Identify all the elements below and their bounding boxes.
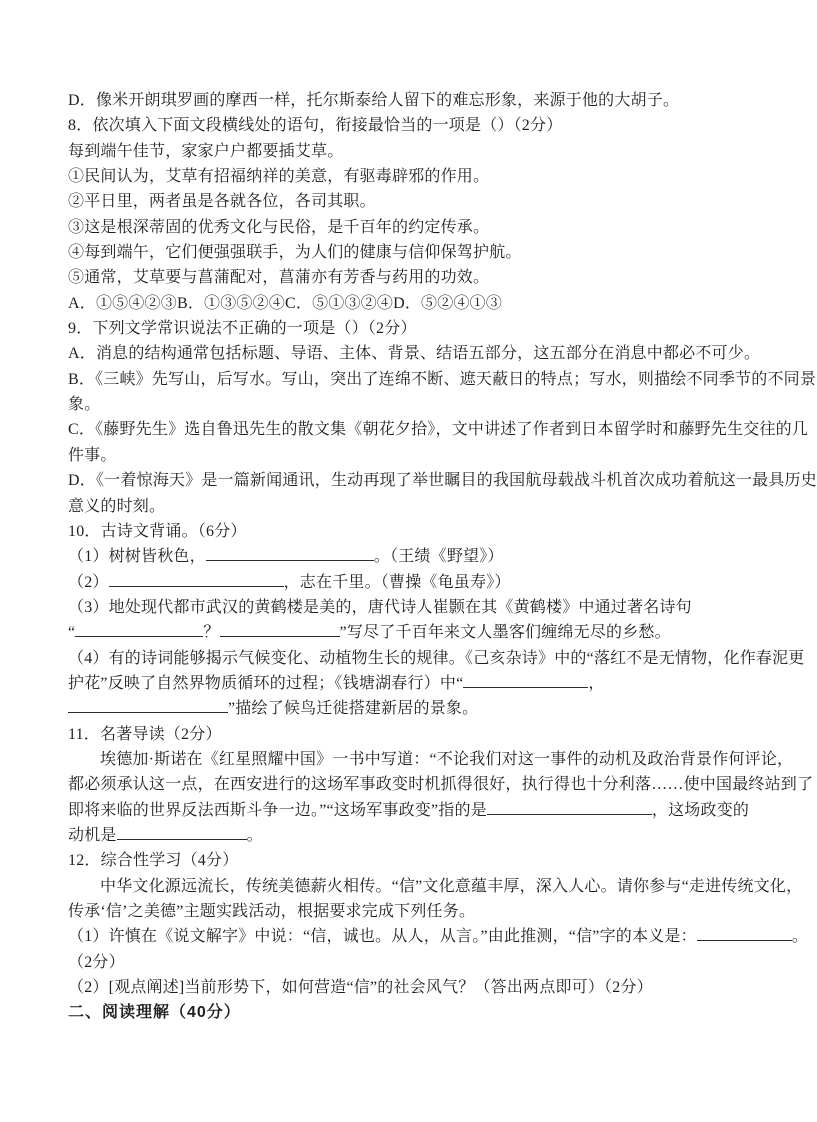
q9-option-d-line1 (68, 468, 817, 493)
q11-passage-line3 (68, 798, 750, 823)
text-run: 11．名著导读（2分） (68, 725, 222, 743)
text-run: 中华文化源远流长，传统美德薪火相传。“信”文化意蕴丰厚，深入人心。请你参与“走进传统文化， (100, 877, 803, 895)
text-run: “ (68, 624, 76, 642)
text-run: B．《三峡》先写山，后写水。写山，突出了连绵不断、遮天蔽日的特点；写水，则描绘不同季节的不同景 (68, 370, 817, 388)
q7-option-d (68, 88, 732, 113)
answer-blank (220, 622, 340, 637)
text-run: 9．下列文学常识说法不正确的一项是（）（2分） (68, 320, 417, 338)
q8-sentence-3 (68, 215, 732, 240)
q11-passage-line2 (68, 772, 814, 797)
text-run: D．《一着惊海天》是一篇新闻通讯，生动再现了举世瞩目的我国航母载战斗机首次成功着航这一最具历史 (68, 472, 817, 490)
answer-blank (75, 622, 203, 637)
text-run: 12．综合性学习（4分） (68, 852, 239, 870)
q9-option-c-line1 (68, 417, 809, 442)
text-run: 意义的时刻。 (68, 497, 166, 515)
q8-sentence-4 (68, 240, 732, 265)
text-run: 二、阅读理解（40分） (68, 1004, 241, 1022)
q8-sentence-2 (68, 189, 732, 214)
q12-task-1-score (68, 950, 732, 975)
section-2-header (68, 1000, 732, 1025)
answer-blank (206, 546, 374, 561)
q9-option-b-line2 (68, 392, 732, 417)
q8-stem (68, 113, 732, 138)
q11-passage-line1 (68, 747, 794, 772)
q9-stem (68, 316, 732, 341)
text-run: ①民间认为，艾草有招福纳祥的美意，有驱毒辟邪的作用。 (68, 168, 490, 186)
q12-intro-line2 (68, 899, 732, 924)
q9-option-c-line2 (68, 443, 732, 468)
q11-stem (68, 722, 732, 747)
q10-stem (68, 519, 732, 544)
text-run: 即将来临的世界反法西斯斗争一边。”“这场军事政变”指的是 (68, 801, 487, 819)
q9-option-a (68, 341, 761, 366)
text-run: ，这场政变的 (651, 801, 750, 819)
answer-blank (697, 926, 792, 941)
text-run: 动机是 (68, 826, 117, 844)
q8-sentence-1 (68, 164, 732, 189)
answer-blank (487, 800, 652, 815)
text-run: ， (588, 674, 605, 692)
q10-item-3-line2 (68, 620, 732, 645)
text-run: （1）许慎在《说文解字》中说：“信，诚也。从人，从言。”由此推测，“信”字的本义是： (68, 928, 697, 946)
q8-sentence-5 (68, 265, 732, 290)
text-run: 。（王绩《野望》） (373, 548, 504, 566)
text-run: ”描绘了候鸟迁徙搭建新居的景象。 (228, 700, 479, 718)
text-run: （4）有的诗词能够揭示气候变化、动植物生长的规律。《己亥杂诗》中的“落红不是无情物，化作春泥更 (68, 649, 805, 667)
q9-option-d-line2 (68, 494, 732, 519)
text-run: 传承‘信’之美德”主题实践活动，根据要求完成下列任务。 (68, 903, 476, 920)
answer-blank (117, 825, 247, 840)
q12-intro-line1 (68, 874, 803, 899)
q10-item-4-line3 (68, 696, 732, 721)
answer-blank (68, 698, 228, 713)
q8-options (68, 291, 732, 316)
text-run: 每到端午佳节，家家户户都要插艾草。 (68, 142, 344, 160)
q10-item-4-line1 (68, 646, 805, 671)
answer-blank (109, 572, 284, 587)
answer-blank (463, 673, 588, 688)
text-run: （2） (68, 573, 109, 591)
q11-passage-line4 (68, 823, 732, 848)
q8-passage-lead (68, 139, 732, 164)
text-run: ⑤通常，艾草要与菖蒲配对，菖蒲亦有芳香与药用的功效。 (68, 269, 490, 287)
q9-option-b-line1 (68, 367, 817, 392)
text-run: A．消息的结构通常包括标题、导语、主体、背景、结语五部分，这五部分在消息中都必不可少。 (68, 345, 761, 363)
text-run: ”写尽了千百年来文人墨客们缠绵无尽的乡愁。 (339, 624, 671, 642)
text-run: （1）树树皆秋色， (68, 548, 206, 566)
text-run: 都必须承认这一点，在西安进行的这场军事政变时机抓得很好，执行得也十分利落……使中国最终站到了 (68, 776, 814, 794)
text-run: 8．依次填入下面文段横线处的语句，衔接最恰当的一项是（）（2分） (68, 117, 563, 135)
text-run: D．像米开朗琪罗画的摩西一样，托尔斯泰给人留下的难忘形象，来源于他的大胡子。 (68, 92, 680, 109)
text-run: C．《藤野先生》选自鲁迅先生的散文集《朝花夕拾》，文中讲述了作者到日本留学时和藤野先生交往的几 (68, 421, 809, 439)
q10-item-4-line2 (68, 671, 732, 696)
q12-task-1 (68, 924, 809, 949)
text-run: （2）[观点阐述]当前形势下，如何营造“信”的社会风气？（答出两点即可）（2分） (68, 979, 653, 997)
text-run: 象。 (68, 396, 101, 414)
text-run: 件事。 (68, 446, 117, 464)
text-run: 10．古诗文背诵。（6分） (68, 522, 247, 540)
text-run: 。 (246, 826, 263, 844)
text-run: ②平日里，两者虽是各就各位，各司其职。 (68, 193, 376, 211)
text-run: 埃德加·斯诺在《红星照耀中国》一书中写道：“不论我们对这一事件的动机及政治背景作何评论， (100, 750, 794, 768)
text-run: 。 (791, 928, 809, 946)
q10-item-2 (68, 570, 732, 595)
text-run: ，志在千里。（曹操《龟虽寿》） (283, 573, 511, 591)
text-run: （3）地处现代都市武汉的黄鹤楼是美的，唐代诗人崔颢在其《黄鹤楼》中通过著名诗句 (68, 598, 692, 616)
q12-stem (68, 848, 732, 873)
q10-item-1 (68, 544, 732, 569)
text-run: 护花”反映了自然界物质循环的过程；《钱塘湖春行）中“ (68, 674, 464, 692)
text-run: ③这是根深蒂固的优秀文化与民俗，是千百年的约定传承。 (68, 218, 490, 236)
q10-item-3-line1 (68, 595, 732, 620)
text-run: A．①⑤④②③B．①③⑤②④C．⑤①③②④D．⑤②④①③ (68, 294, 503, 312)
q12-task-2 (68, 975, 732, 1000)
text-run: （2分） (68, 953, 125, 971)
text-run: ④每到端午，它们便强强联手，为人们的健康与信仰保驾护航。 (68, 244, 522, 262)
exam-content (68, 88, 817, 1026)
text-run: ？ (203, 624, 220, 642)
